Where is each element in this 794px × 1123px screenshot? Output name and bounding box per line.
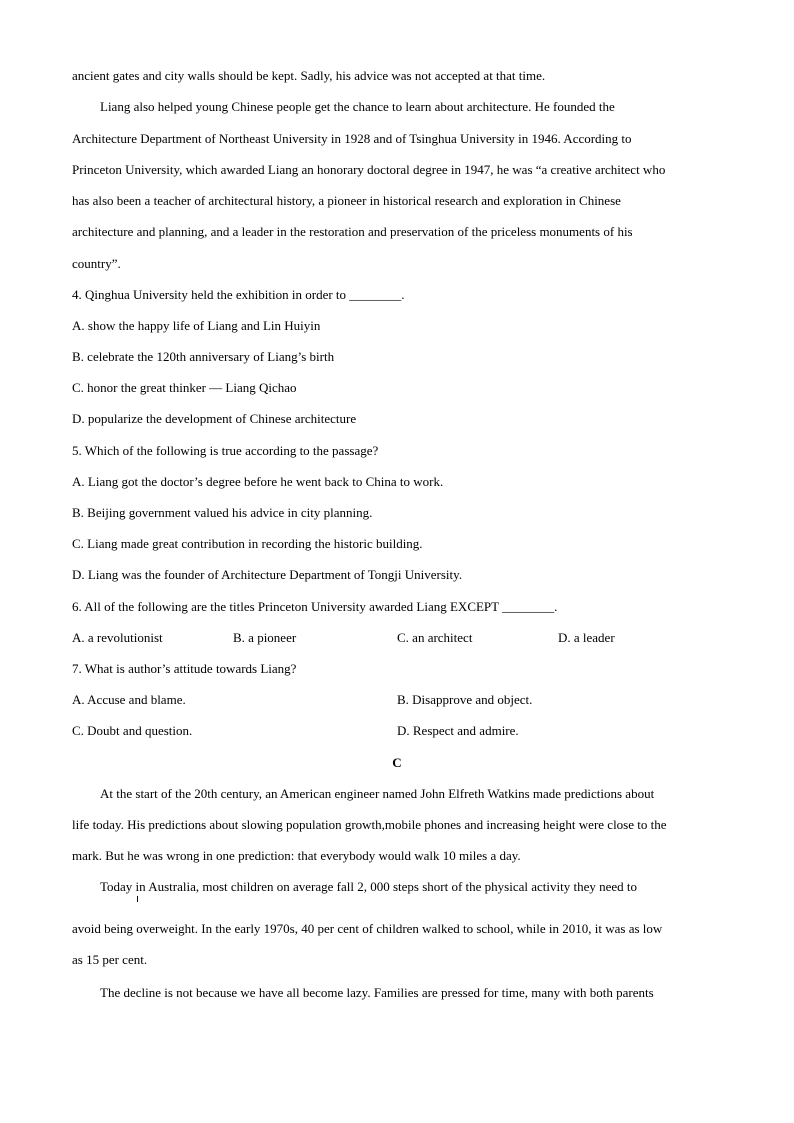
passage-b-p2-line: Architecture Department of Northeast University in 1928 and of Tsinghua University in 1946. According to (72, 131, 632, 146)
passage-b-p1-end: ancient gates and city walls should be kept. Sadly, his advice was not accepted at that time. (72, 68, 546, 83)
question-5-option-c: C. Liang made great contribution in recording the historic building. (72, 536, 423, 551)
question-4-option-b: B. celebrate the 120th anniversary of Liang’s birth (72, 349, 335, 364)
question-4-option-d: D. popularize the development of Chinese architecture (72, 411, 357, 426)
question-7-option-a: A. Accuse and blame. (72, 692, 186, 707)
passage-c-p2-line: avoid being overweight. In the early 1970s, 40 per cent of children walked to school, while in 2010, it was as low (72, 921, 663, 936)
question-6-option-d: D. a leader (558, 630, 615, 645)
question-7-option-c: C. Doubt and question. (72, 723, 193, 738)
question-6-option-b: B. a pioneer (233, 630, 297, 645)
question-4-stem: 4. Qinghua University held the exhibition in order to ________. (72, 287, 405, 302)
passage-c-p1-line: life today. His predictions about slowing population growth,mobile phones and increasing height were close to the (72, 817, 667, 832)
question-7-option-d: D. Respect and admire. (397, 723, 519, 738)
passage-c-p1-line: mark. But he was wrong in one prediction: that everybody would walk 10 miles a day. (72, 848, 521, 863)
question-4-option-c: C. honor the great thinker — Liang Qichao (72, 380, 297, 395)
question-5-option-b: B. Beijing government valued his advice in city planning. (72, 505, 373, 520)
passage-c-p2-line: as 15 per cent. (72, 952, 148, 967)
passage-b-p2-line: Princeton University, which awarded Liang an honorary doctoral degree in 1947, he was “a creative architect who (72, 162, 666, 177)
passage-b-p2-line: Liang also helped young Chinese people get the chance to learn about architecture. He founded the (100, 99, 615, 114)
passage-c-p1-line: At the start of the 20th century, an American engineer named John Elfreth Watkins made predictions about (100, 786, 655, 801)
question-5-option-a: A. Liang got the doctor’s degree before he went back to China to work. (72, 474, 444, 489)
passage-c-heading: C (392, 755, 402, 770)
passage-c-p2-line: Today in Australia, most children on average fall 2, 000 steps short of the physical activity they need to (100, 879, 638, 894)
passage-b-p2-line: has also been a teacher of architectural history, a pioneer in historical research and exploration in Chinese (72, 193, 621, 208)
question-5-stem: 5. Which of the following is true according to the passage? (72, 443, 379, 458)
stray-mark (137, 896, 138, 902)
passage-b-p2-line: architecture and planning, and a leader in the restoration and preservation of the priceless monuments of his (72, 224, 633, 239)
question-6-option-a: A. a revolutionist (72, 630, 163, 645)
question-7-option-b: B. Disapprove and object. (397, 692, 533, 707)
question-7-stem: 7. What is author’s attitude towards Liang? (72, 661, 297, 676)
question-5-option-d: D. Liang was the founder of Architecture Department of Tongji University. (72, 567, 463, 582)
question-4-option-a: A. show the happy life of Liang and Lin Huiyin (72, 318, 321, 333)
question-6-option-c: C. an architect (397, 630, 473, 645)
passage-b-p2-line: country”. (72, 256, 121, 271)
passage-c-p3-line: The decline is not because we have all become lazy. Families are pressed for time, many with both parents (100, 985, 654, 1000)
question-6-stem: 6. All of the following are the titles Princeton University awarded Liang EXCEPT ________. (72, 599, 558, 614)
